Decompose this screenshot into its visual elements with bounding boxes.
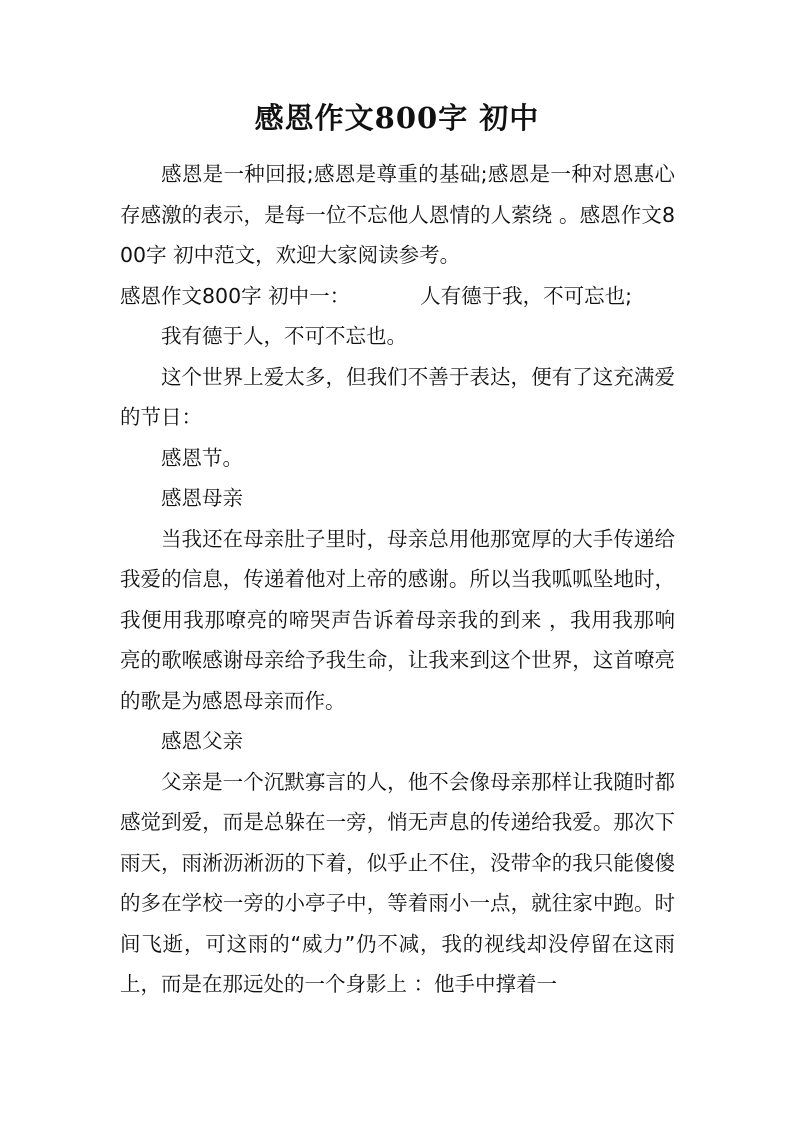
intro-paragraph: 感恩是一种回报;感恩是尊重的基础;感恩是一种对恩惠心存感激的表示，是每一位不忘他人恩情的人萦绕 。感恩作文800字 初中范文，欢迎大家阅读参考。 [120, 162, 675, 267]
document-body [120, 154, 675, 1005]
section-heading: 感恩作文800字 初中一： [120, 283, 351, 308]
subheading-mother: 感恩母亲 [161, 486, 243, 510]
paragraph-world-love: 这个世界上爱太多，但我们不善于表达，便有了这充满爱的节日： [120, 364, 675, 429]
paragraph-father: 父亲是一个沉默寡言的人，他不会像母亲那样让我随时都感觉到爱，而是总躲在一旁，悄无声息的传递给我爱。那次下雨天，雨淅沥淅沥的下着，似乎止不住，没带伞的我只能傻傻的多在学校一旁的小亭子中，等着雨小一点，就往家中跑。时间飞逝，可这雨的“威力”仍不减，我的视线却没停留在这雨上，而是在那远处的一个身影上 ：他手中撑着一 [120, 769, 675, 996]
quote-line-one: 人有德于我，不可忘也; [420, 283, 633, 308]
subheading-father: 感恩父亲 [161, 729, 243, 753]
paragraph-thanksgiving: 感恩节。 [161, 445, 243, 470]
document-title: 感恩作文800字 初中 [254, 101, 540, 135]
section-heading-line [120, 276, 675, 317]
paragraph-mother: 当我还在母亲肚子里时，母亲总用他那宽厚的大手传递给我爱的信息，传递着他对上帝的感谢。所以当我呱呱坠地时，我便用我那嘹亮的啼哭声告诉着母亲我的到来 ，我用我那响亮的歌喉感谢母亲给予我生命，让我来到这个世界，这首嘹亮的歌是为感恩母亲而作。 [120, 526, 675, 713]
quote-line-two: 我有德于人，不可不忘也。 [161, 324, 407, 348]
